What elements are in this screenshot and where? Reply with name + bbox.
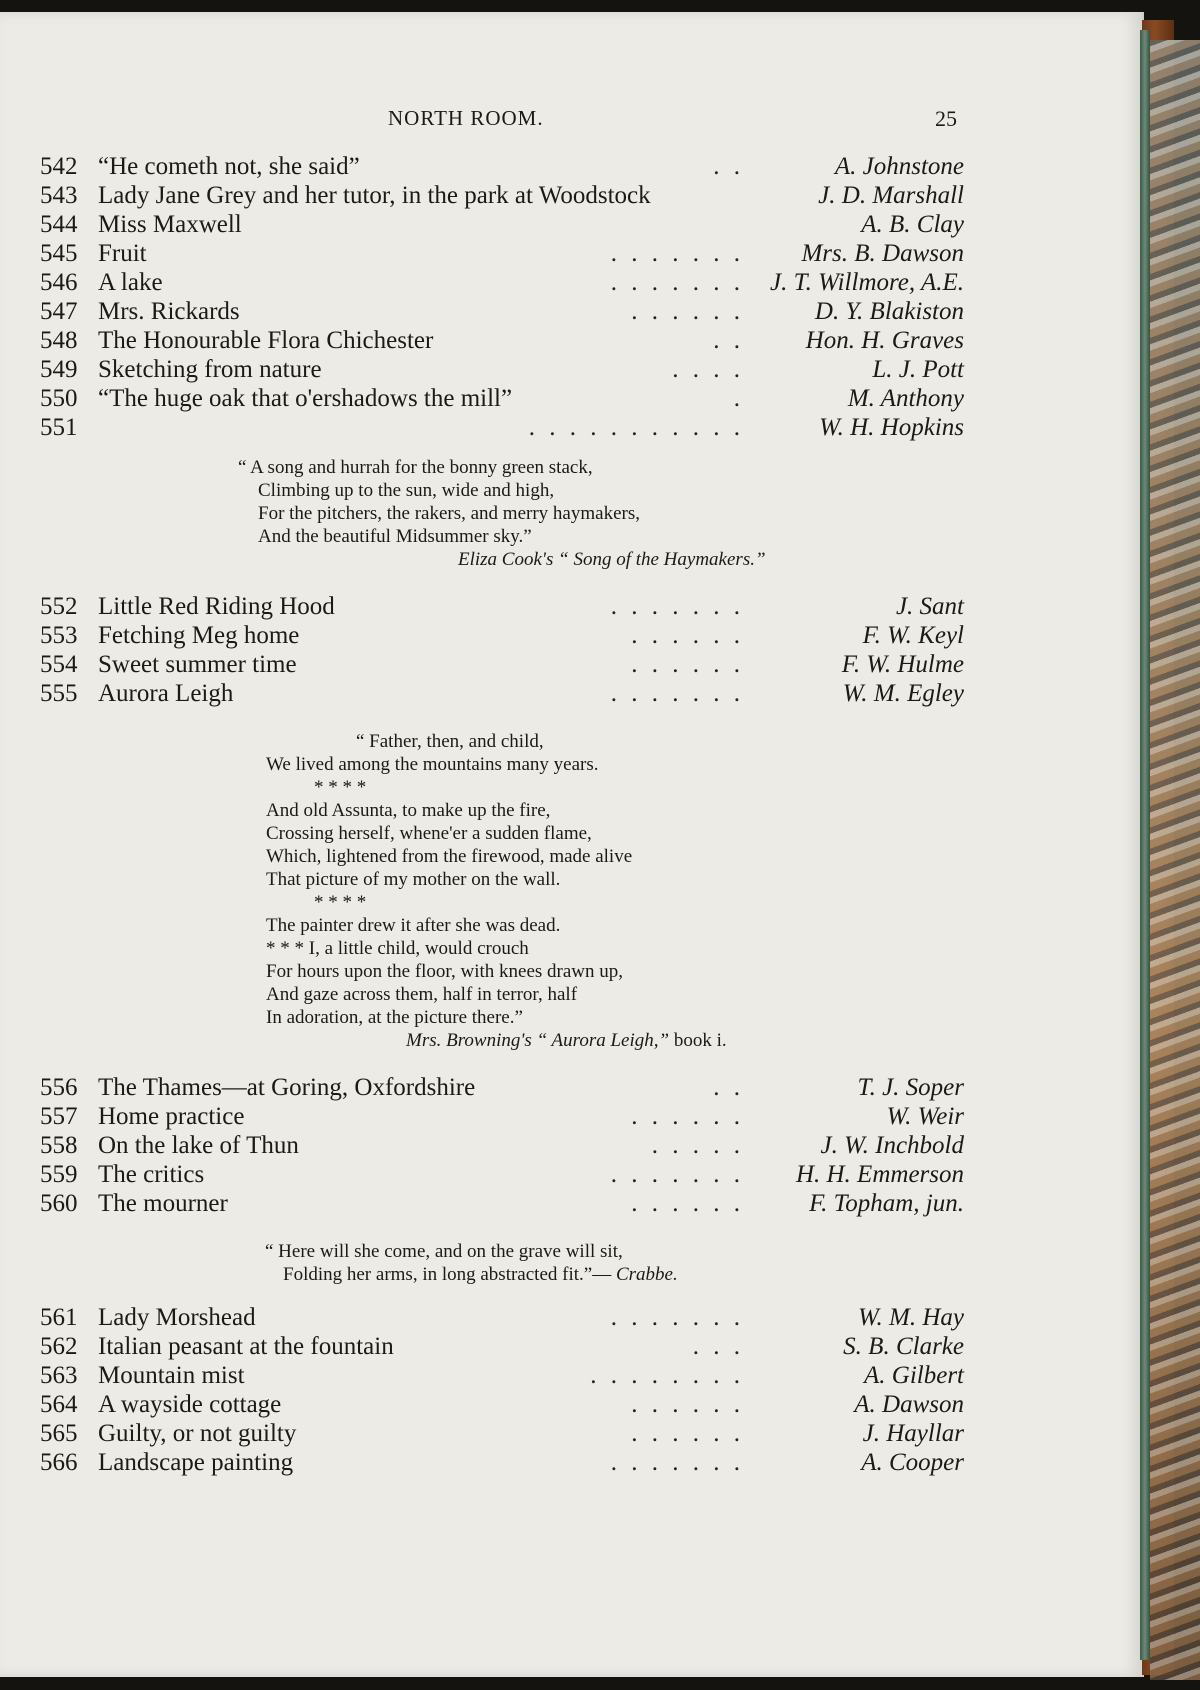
- catalogue-entry: [40, 152, 964, 182]
- entry-artist: J. W. Inchbold: [820, 1132, 964, 1159]
- entry-artist: Hon. H. Graves: [805, 327, 964, 354]
- entry-title: Landscape painting: [98, 1449, 294, 1476]
- marbled-page-edge: [1150, 40, 1200, 1680]
- entry-artist: J. T. Willmore, A.E.: [770, 269, 964, 296]
- catalogue-entry: [40, 268, 964, 298]
- catalogue-entry: [40, 1390, 964, 1420]
- quote-line: Folding her arms, in long abstracted fit.”—: [283, 1264, 616, 1285]
- quote-line: For the pitchers, the rakers, and merry haymakers,: [258, 503, 640, 524]
- entry-number: 554: [40, 651, 78, 678]
- entry-number: 545: [40, 240, 78, 267]
- catalogue-entry: [40, 1189, 964, 1219]
- entry-number: 564: [40, 1391, 78, 1418]
- entry-title: A wayside cottage: [98, 1391, 282, 1418]
- leader-dots: . .: [713, 327, 744, 354]
- catalogue-entry: [40, 621, 964, 651]
- catalogue-entry: [40, 1448, 964, 1478]
- entry-artist: A. Dawson: [854, 1391, 964, 1418]
- entry-artist: J. Hayllar: [862, 1420, 964, 1447]
- book-spine-cloth: [1140, 30, 1150, 1660]
- entry-title: Mountain mist: [98, 1362, 245, 1389]
- entry-number: 542: [40, 153, 78, 180]
- entry-artist: H. H. Emmerson: [795, 1161, 964, 1188]
- leader-dots: . . . . . . .: [610, 593, 744, 620]
- entry-title: Little Red Riding Hood: [98, 593, 335, 620]
- quote-line: And gaze across them, half in terror, half: [266, 984, 578, 1005]
- entry-number: 553: [40, 622, 78, 649]
- quote-line: Which, lightened from the firewood, made alive: [266, 846, 633, 867]
- entry-artist: F. W. Keyl: [862, 622, 964, 649]
- leader-dots: . . . . . . .: [610, 269, 744, 296]
- catalogue-entry: [40, 413, 964, 443]
- quote-line: That picture of my mother on the wall.: [266, 869, 561, 890]
- entry-number: 548: [40, 327, 78, 354]
- quote-line: Crossing herself, whene'er a sudden flame,: [266, 823, 592, 844]
- leader-dots: . . . . . . . . . . .: [528, 414, 744, 441]
- leader-dots: . . . . . .: [631, 298, 744, 325]
- entry-number: 562: [40, 1333, 78, 1360]
- entry-title: Italian peasant at the fountain: [98, 1333, 394, 1360]
- leader-dots: . . . . . .: [631, 1103, 744, 1130]
- entry-title: The Thames—at Goring, Oxfordshire: [98, 1074, 476, 1101]
- leader-dots: . . . . . . .: [610, 240, 744, 267]
- entry-artist: M. Anthony: [847, 385, 964, 412]
- catalogue-entry: [40, 679, 964, 709]
- leader-dots: . . . . .: [651, 1132, 744, 1159]
- leader-dots: . . . . . . . .: [590, 1362, 744, 1389]
- leader-dots: . . . . . .: [631, 1391, 744, 1418]
- entry-number: 566: [40, 1449, 78, 1476]
- citation-title: Mrs. Browning's “ Aurora Leigh,”: [406, 1030, 670, 1051]
- entry-title: The Honourable Flora Chichester: [98, 327, 434, 354]
- quote-line: “ Father, then, and child,: [356, 731, 544, 752]
- entry-title: Sweet summer time: [98, 651, 297, 678]
- catalogue-entry: [40, 181, 964, 211]
- catalogue-entry: [40, 650, 964, 680]
- quote-line: For hours upon the floor, with knees drawn up,: [266, 961, 624, 982]
- catalogue-entry: [40, 1361, 964, 1391]
- leader-dots: . . . . . . .: [610, 680, 744, 707]
- entry-artist: D. Y. Blakiston: [814, 298, 964, 325]
- entry-artist: W. M. Egley: [842, 680, 964, 707]
- quote-line: “ Here will she come, and on the grave will sit,: [265, 1241, 623, 1262]
- entry-title: Fetching Meg home: [98, 622, 300, 649]
- catalogue-entry: [40, 1073, 964, 1103]
- entry-title: On the lake of Thun: [98, 1132, 299, 1159]
- quote-line: In adoration, at the picture there.”: [266, 1007, 523, 1028]
- leader-dots: . .: [713, 153, 744, 180]
- entry-number: 561: [40, 1304, 78, 1331]
- quotation-aurora-leigh: [266, 730, 727, 1052]
- quote-line: And old Assunta, to make up the fire,: [266, 800, 551, 821]
- entry-title: The mourner: [98, 1190, 228, 1217]
- quote-line: The painter drew it after she was dead.: [266, 915, 561, 936]
- quote-line: We lived among the mountains many years.: [266, 754, 599, 775]
- leader-dots: . . . . . . .: [610, 1449, 744, 1476]
- entry-title: Sketching from nature: [98, 356, 322, 383]
- quote-line: And the beautiful Midsummer sky.”: [258, 526, 532, 547]
- entry-title: Miss Maxwell: [98, 211, 242, 238]
- entry-number: 565: [40, 1420, 78, 1447]
- leader-dots: .: [733, 385, 744, 412]
- entry-title: “The huge oak that o'ershadows the mill”: [98, 385, 513, 412]
- entry-title: Fruit: [98, 240, 147, 267]
- entry-title: “He cometh not, she said”: [98, 153, 360, 180]
- entry-artist: F. Topham, jun.: [809, 1190, 964, 1217]
- leader-dots: . . . .: [672, 356, 744, 383]
- catalogue-entry: [40, 1160, 964, 1190]
- catalogue-entry: [40, 326, 964, 356]
- room-title: NORTH ROOM.: [388, 106, 544, 130]
- quote-line: * * * *: [314, 892, 367, 913]
- leader-dots: . . .: [692, 1333, 744, 1360]
- leader-dots: . . . . . . .: [610, 1161, 744, 1188]
- entry-number: 543: [40, 182, 78, 209]
- citation-book: book i.: [669, 1030, 727, 1051]
- leader-dots: . . . . . .: [631, 1420, 744, 1447]
- quote-citation: Eliza Cook's “ Song of the Haymakers.”: [458, 549, 766, 570]
- leader-dots: . .: [713, 1074, 744, 1101]
- entry-number: 557: [40, 1103, 78, 1130]
- catalogue-entry: [40, 297, 964, 327]
- quote-line: * * * I, a little child, would crouch: [266, 938, 529, 959]
- entry-artist: A. Cooper: [861, 1449, 964, 1476]
- entry-artist: L. J. Pott: [872, 356, 964, 383]
- entry-number: 547: [40, 298, 78, 325]
- catalogue-entry: [40, 1102, 964, 1132]
- catalogue-entry: [40, 592, 964, 622]
- entry-title: Lady Jane Grey and her tutor, in the park at Woodstock: [98, 182, 651, 209]
- entry-artist: W. H. Hopkins: [819, 414, 964, 441]
- entry-artist: W. M. Hay: [857, 1304, 964, 1331]
- entry-artist: W. Weir: [886, 1103, 964, 1130]
- entry-number: 555: [40, 680, 78, 707]
- entry-number: 563: [40, 1362, 78, 1389]
- entry-number: 546: [40, 269, 78, 296]
- quote-citation: [266, 1029, 727, 1052]
- entry-artist: S. B. Clarke: [843, 1333, 964, 1360]
- entry-artist: Mrs. B. Dawson: [801, 240, 964, 267]
- entry-title: Lady Morshead: [98, 1304, 256, 1331]
- leader-dots: . . . . . .: [631, 622, 744, 649]
- leader-dots: . . . . . .: [631, 651, 744, 678]
- catalogue-entry: [40, 1131, 964, 1161]
- entry-title: Guilty, or not guilty: [98, 1420, 297, 1447]
- entry-title: Aurora Leigh: [98, 680, 234, 707]
- leader-dots: . . . . . .: [631, 1190, 744, 1217]
- entry-title: Home practice: [98, 1103, 245, 1130]
- entry-artist: A. Gilbert: [864, 1362, 964, 1389]
- entry-artist: A. Johnstone: [834, 153, 964, 180]
- entry-artist: F. W. Hulme: [841, 651, 964, 678]
- catalogue-entry: [40, 1332, 964, 1362]
- entry-number: 556: [40, 1074, 78, 1101]
- entry-artist: A. B. Clay: [861, 211, 964, 238]
- entry-title: A lake: [98, 269, 163, 296]
- page-number: 25: [935, 106, 957, 131]
- entry-number: 549: [40, 356, 78, 383]
- catalogue-entry: [40, 210, 964, 240]
- entry-number: 552: [40, 593, 78, 620]
- entry-title: The critics: [98, 1161, 205, 1188]
- quote-line: “ A song and hurrah for the bonny green stack,: [238, 457, 593, 478]
- catalogue-entry: [40, 384, 964, 414]
- entry-number: 544: [40, 211, 78, 238]
- entry-artist: T. J. Soper: [857, 1074, 964, 1101]
- quotation-haymakers: [238, 456, 766, 571]
- entry-number: 558: [40, 1132, 78, 1159]
- quotation-crabbe: [265, 1240, 678, 1286]
- quote-line-with-cite: [265, 1263, 678, 1286]
- entry-number: 551: [40, 414, 78, 441]
- entry-number: 559: [40, 1161, 78, 1188]
- entry-artist: J. D. Marshall: [818, 182, 964, 209]
- quote-line: * * * *: [314, 777, 367, 798]
- catalogue-entry: [40, 1419, 964, 1449]
- leader-dots: . . . . . . .: [610, 1304, 744, 1331]
- entry-number: 550: [40, 385, 78, 412]
- entry-number: 560: [40, 1190, 78, 1217]
- entry-artist: J. Sant: [895, 593, 964, 620]
- quote-citation: Crabbe.: [615, 1264, 678, 1285]
- catalogue-entry: [40, 355, 964, 385]
- catalogue-entry: [40, 239, 964, 269]
- quote-line: Climbing up to the sun, wide and high,: [258, 480, 555, 501]
- catalogue-entry: [40, 1303, 964, 1333]
- entry-title: Mrs. Rickards: [98, 298, 240, 325]
